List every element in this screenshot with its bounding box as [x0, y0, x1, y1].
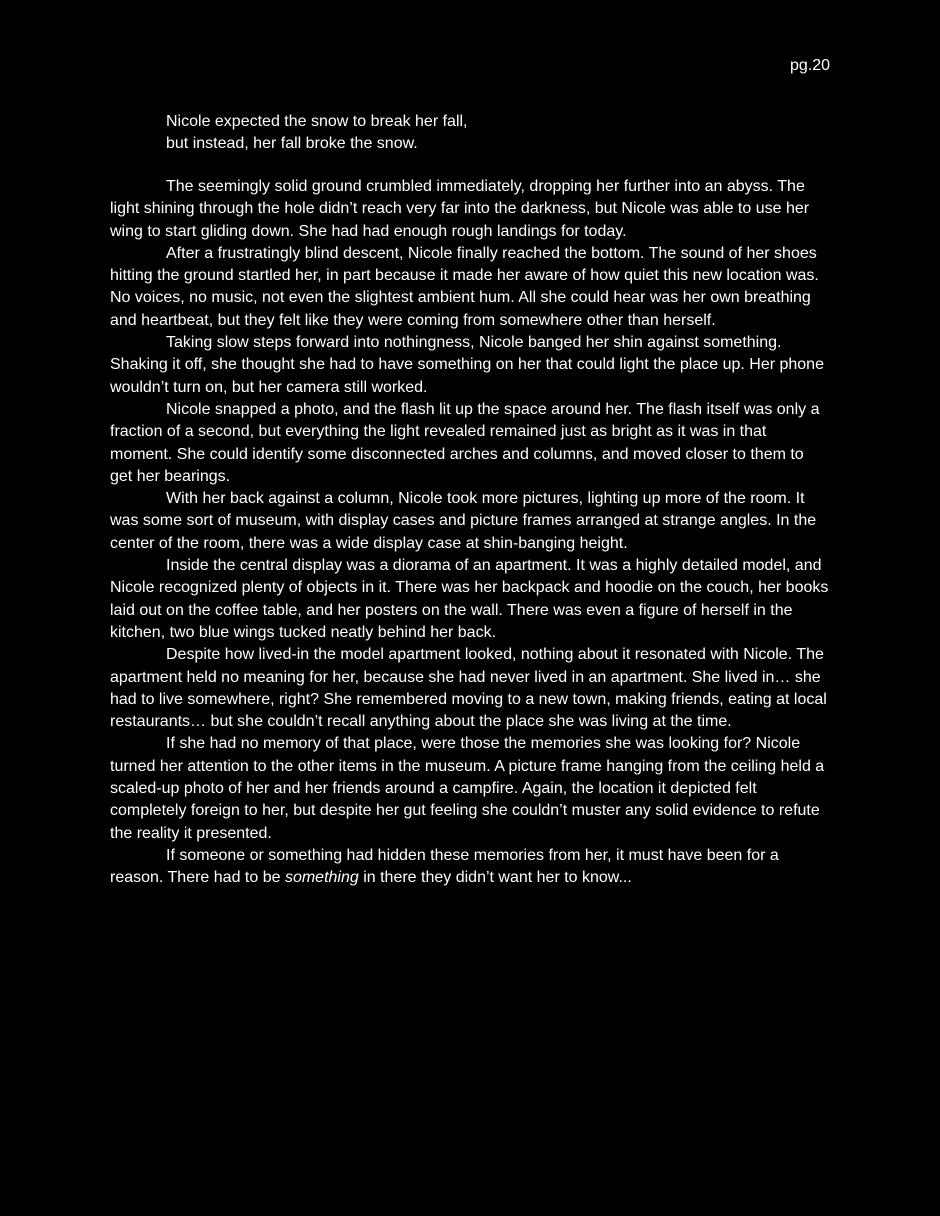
emphasized-word: something [284, 869, 359, 887]
paragraph-text: If someone or something had hidden these memories from her, it must have been for a reason. There had to be [110, 846, 779, 887]
paragraph: Despite how lived-in the model apartment looked, nothing about it resonated with Nicole. The apartment held no meaning for her, because she had never lived in an apartment. She lived in… she had to live somewhere, right? She remembered moving to a new town, making friends, eating at local restaurants… but she couldn’t recall anything about the place she was living at the time. [110, 646, 827, 731]
page-number: pg.20 [789, 57, 830, 74]
paragraph [110, 845, 830, 890]
story-body [110, 176, 830, 890]
paragraph: Taking slow steps forward into nothingness, Nicole banged her shin against something. Shaking it off, she thought she had to have something on her that could light the place up. Her phone wouldn’t turn on, but her camera still worked. [110, 334, 824, 396]
paragraph: With her back against a column, Nicole took more pictures, lighting up more of the room. It was some sort of museum, with display cases and picture frames arranged at strange angles. In the center of the room, there was a wide display case at shin-banging height. [110, 490, 817, 552]
paragraph: Inside the central display was a diorama of an apartment. It was a highly detailed model, and Nicole recognized plenty of objects in it. There was her backpack and hoodie on the couch, her books laid out on the coffee table, and her posters on the wall. There was even a figure of herself in the kitchen, two blue wings tucked neatly behind her back. [110, 557, 829, 641]
paragraph: If she had no memory of that place, were those the memories she was looking for? Nicole turned her attention to the other items in the museum. A picture frame hanging from the ceiling held a scaled-up photo of her and her friends around a campfire. Again, the location it depicted felt completely foreign to her, but despite her gut feeling she couldn’t muster any solid evidence to refute the reality it presented. [110, 735, 825, 842]
epigraph-line: Nicole expected the snow to break her fall, [166, 113, 468, 130]
paragraph: The seemingly solid ground crumbled immediately, dropping her further into an abyss. The light shining through the hole didn’t reach very far into the darkness, but Nicole was able to use her wing to start gliding down. She had had enough rough landings for today. [110, 178, 810, 240]
paragraph-text: in there they didn’t want her to know... [358, 869, 632, 887]
epigraph-line: but instead, her fall broke the snow. [166, 135, 418, 152]
paragraph: Nicole snapped a photo, and the flash lit up the space around her. The flash itself was only a fraction of a second, but everything the light revealed remained just as bright as it was in that moment. She could identify some disconnected arches and columns, and moved closer to them to get her bearings. [110, 400, 820, 485]
paragraph: After a frustratingly blind descent, Nicole finally reached the bottom. The sound of her shoes hitting the ground startled her, in part because it made her aware of how quiet this new location was. No voices, no music, not even the slightest ambient hum. All she could hear was her own breathing and heartbeat, but they felt like they were coming from somewhere other than herself. [110, 244, 819, 329]
epigraph [166, 111, 468, 155]
